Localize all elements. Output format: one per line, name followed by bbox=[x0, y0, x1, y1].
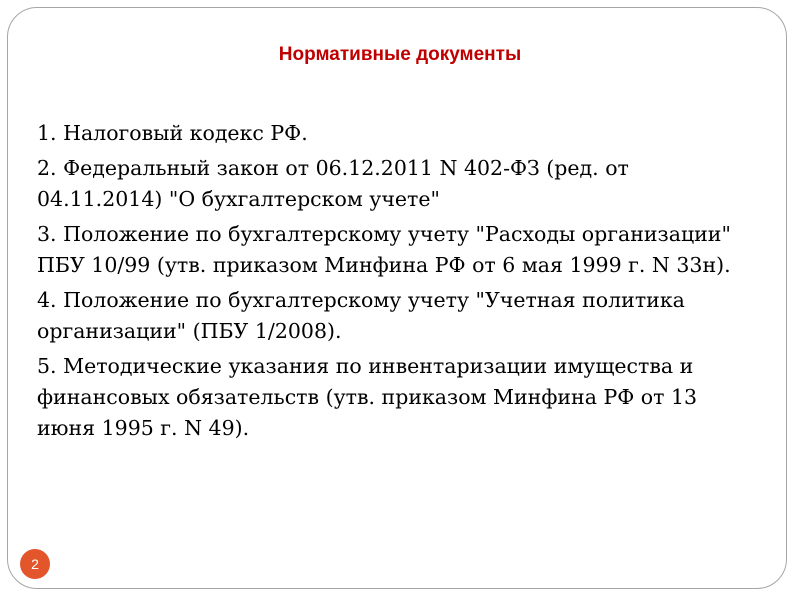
document-list bbox=[37, 118, 742, 448]
page-number-badge: 2 bbox=[20, 549, 50, 579]
document-item-2: 2. Федеральный закон от 06.12.2011 N 402-ФЗ (ред. от 04.11.2014) "О бухгалтерском учете" bbox=[37, 156, 629, 211]
document-item-5: 5. Методические указания по инвентаризации имущества и финансовых обязательств (утв. приказом Минфина РФ от 13 июня 1995 г. N 49). bbox=[37, 354, 698, 440]
document-item-1: 1. Налоговый кодекс РФ. bbox=[37, 121, 308, 145]
document-item-4: 4. Положение по бухгалтерскому учету "Учетная политика организации" (ПБУ 1/2008). bbox=[37, 288, 685, 343]
slide-title: Нормативные документы bbox=[278, 44, 522, 65]
document-item-3: 3. Положение по бухгалтерскому учету "Расходы организации" ПБУ 10/99 (утв. приказом Минфина РФ от 6 мая 1999 г. N 33н). bbox=[37, 222, 731, 277]
